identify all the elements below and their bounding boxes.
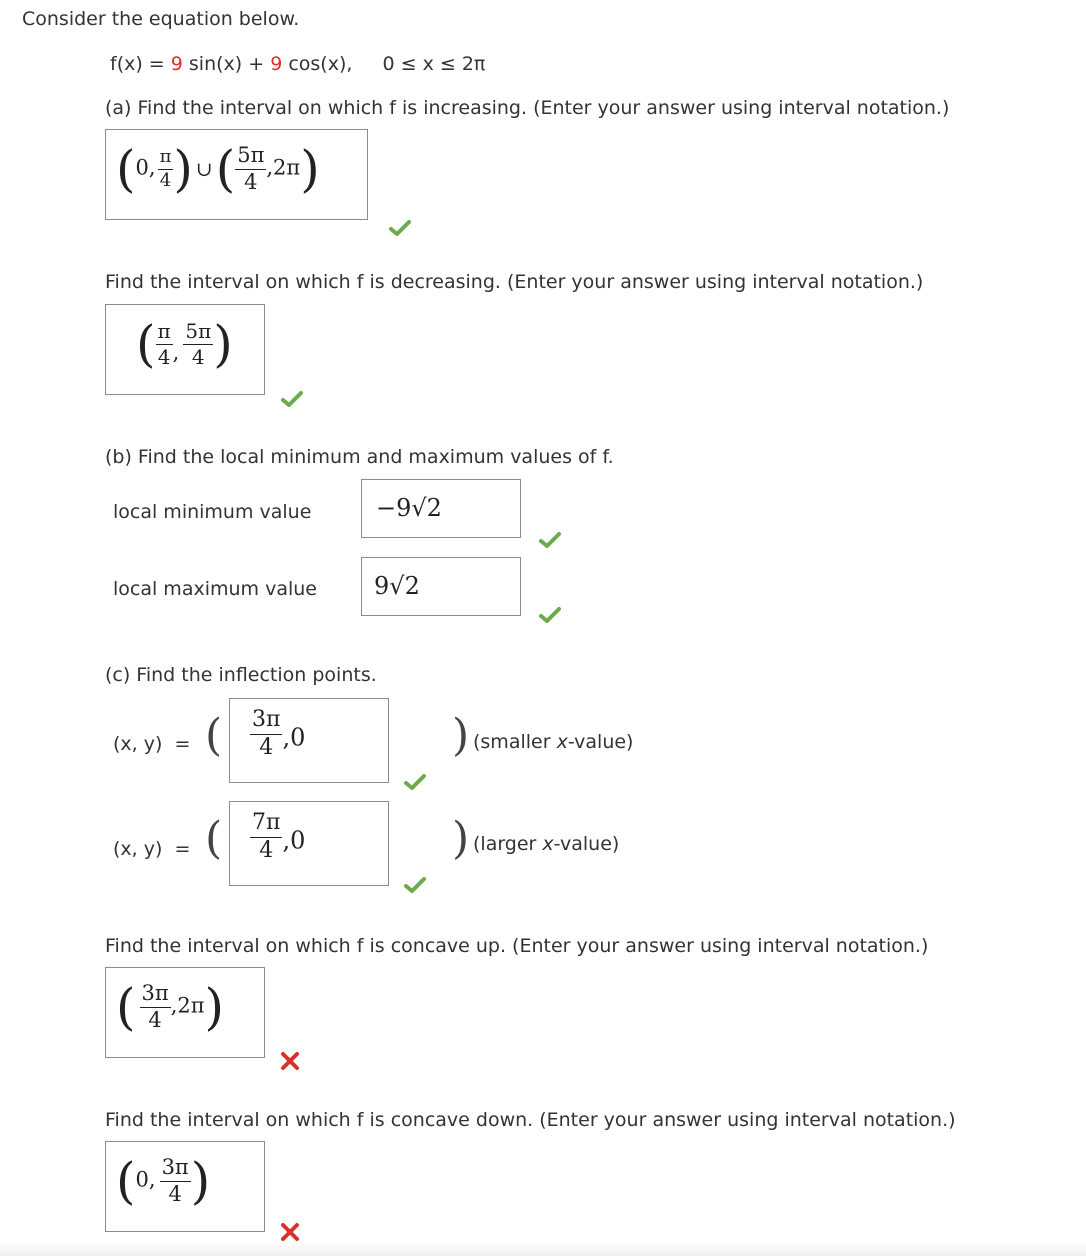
down-num: 3π	[160, 1157, 191, 1182]
question-increasing: (a) Find the interval on which f is increasing. (Enter your answer using interval notation.)	[105, 97, 950, 119]
xy-label-1	[113, 733, 190, 755]
inflection-point-1-field[interactable]	[229, 698, 389, 783]
p2-tail: ,0	[282, 826, 306, 855]
a1-den2: 4	[244, 170, 258, 194]
note-smaller: (smaller x-value)	[473, 731, 634, 753]
p1-num: 3π	[250, 709, 282, 735]
check-icon	[389, 219, 411, 237]
xy-text: (x, y)	[113, 838, 163, 860]
a2-comma: ,	[172, 340, 180, 365]
a1-pi: π	[158, 148, 174, 170]
a1-two-pi: ,2π	[266, 155, 301, 180]
close-paren: )	[452, 710, 470, 761]
check-icon	[404, 773, 426, 791]
local-max-value: 9√2	[374, 572, 420, 600]
check-icon	[404, 876, 426, 894]
eq-coef-1: 9	[170, 53, 183, 75]
cross-icon	[280, 1051, 300, 1071]
xy-label-2	[113, 838, 190, 860]
check-icon	[539, 606, 561, 624]
check-icon	[539, 531, 561, 549]
local-min-value: −9√2	[376, 494, 442, 522]
intro-text: Consider the equation below.	[22, 8, 300, 30]
answer-increasing-field[interactable]: (0, $\frac{\pi}{4}$ ) ∪( $\frac{5\pi}{4}$ ,2π)	[105, 129, 368, 220]
check-icon	[281, 390, 303, 408]
question-concave-up: Find the interval on which f is concave up. (Enter your answer using interval notation.)	[105, 935, 929, 957]
up-num: 3π	[140, 983, 171, 1008]
up-den: 4	[148, 1008, 162, 1032]
concave-down-field[interactable]: (0, $\frac{3\pi}{4}$ )	[105, 1141, 265, 1232]
open-paren: (	[205, 710, 223, 761]
equals-sign: =	[174, 838, 191, 860]
up-tail: ,2π	[170, 993, 205, 1018]
cross-icon	[280, 1222, 300, 1242]
local-min-label: local minimum value	[113, 501, 312, 523]
note-larger: (larger x-value)	[473, 833, 620, 855]
concave-up-field[interactable]: ( $\frac{3\pi}{4}$ ,2π)	[105, 967, 265, 1058]
open-paren: (	[205, 813, 223, 864]
equation	[110, 53, 485, 75]
bottom-fade	[0, 1242, 1086, 1256]
question-decreasing: Find the interval on which f is decreasing. (Enter your answer using interval notation.)	[105, 271, 924, 293]
eq-coef-2: 9	[270, 53, 283, 75]
eq-domain: 0 ≤ x ≤ 2π	[382, 53, 486, 75]
p2-den: 4	[259, 838, 274, 863]
xy-text: (x, y)	[113, 733, 163, 755]
equals-sign: =	[174, 733, 191, 755]
p1-tail: ,0	[282, 723, 306, 752]
down-den: 4	[168, 1182, 182, 1206]
a2-five-pi: 5π	[185, 319, 212, 343]
close-paren: )	[452, 813, 470, 864]
a1-five-pi: 5π	[235, 145, 266, 170]
question-concave-down: Find the interval on which f is concave down. (Enter your answer using interval notation.)	[105, 1109, 956, 1131]
eq-lhs: f(x) =	[110, 53, 171, 75]
p1-den: 4	[259, 735, 274, 760]
a2-den: 4	[157, 345, 171, 369]
question-inflection: (c) Find the inflection points.	[105, 664, 377, 686]
a1-zero: 0,	[135, 155, 156, 180]
eq-term-2: cos(x),	[282, 53, 353, 75]
a2-pi: π	[157, 319, 171, 343]
a2-den2: 4	[191, 345, 205, 369]
a1-den: 4	[159, 170, 172, 191]
question-local-extrema: (b) Find the local minimum and maximum values of f.	[105, 446, 614, 468]
local-min-field[interactable]	[361, 479, 521, 538]
inflection-point-2-field[interactable]	[229, 801, 389, 886]
eq-term-1: sin(x) +	[182, 53, 271, 75]
local-max-field[interactable]	[361, 557, 521, 616]
down-zero: 0,	[135, 1167, 156, 1192]
p2-num: 7π	[250, 812, 282, 838]
local-max-label: local maximum value	[113, 578, 317, 600]
union-symbol: ∪	[195, 157, 213, 181]
answer-decreasing-field[interactable]: ( $\frac{\pi}{4}$ , $\frac{5\pi}{4}$ )	[105, 304, 265, 395]
